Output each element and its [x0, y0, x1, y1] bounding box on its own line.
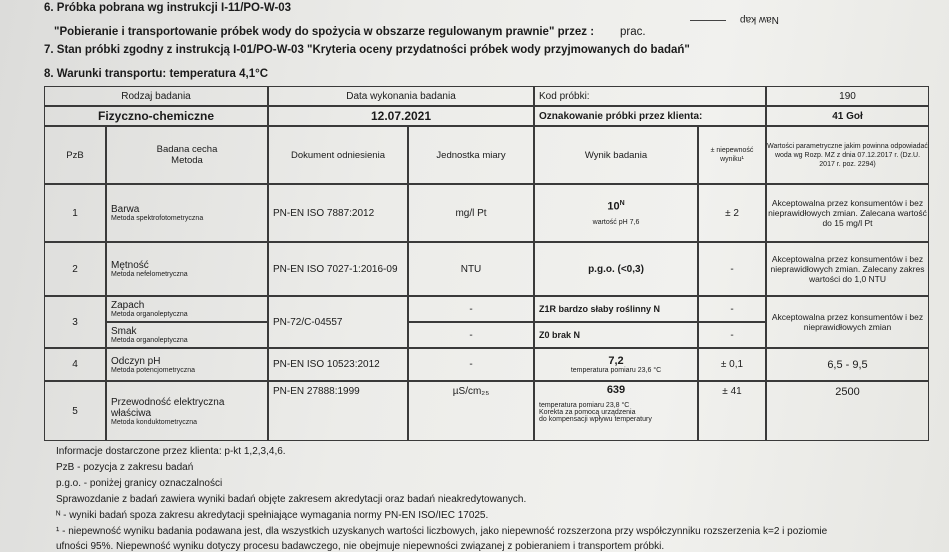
- row1-dokument: PN-EN ISO 7887:2012: [268, 184, 408, 242]
- row5-wynik: 639 temperatura pomiaru 23,8 °C Korekta za pomocą urządzenia do kompensacji wpływu temperatury: [534, 381, 698, 441]
- row3-niepewnosc-b: -: [698, 322, 766, 348]
- col-jednostka: Jednostka miary: [408, 126, 534, 184]
- row2-niepewnosc: -: [698, 242, 766, 296]
- row4-wynik: 7,2 temperatura pomiaru 23,6 °C: [534, 348, 698, 381]
- col-wartosci: Wartości parametryczne jakim powinna odpowiadać woda wg Rozp. MZ z dnia 07.12.2017 r. (Dz.U. 2017 r. poz. 2294): [766, 126, 929, 184]
- col-badana: Badana cecha Metoda: [106, 126, 268, 184]
- row1-cecha: Barwa Metoda spektrofotometryczna: [106, 184, 268, 242]
- oznaczenie-value: 41 Goł: [766, 106, 929, 126]
- col-dokument: Dokument odniesienia: [268, 126, 408, 184]
- note-n: ᴺ - wyniki badań spoza zakresu akredytacji spełniające wymagania normy PN-EN ISO/IEC 17025.: [56, 510, 489, 521]
- note-pgo: p.g.o. - poniżej granicy oznaczalności: [56, 478, 223, 489]
- row1-pzb: 1: [44, 184, 106, 242]
- row3-wartosci: Akceptowalna przez konsumentów i bez nieprawidłowych zmian: [766, 296, 929, 348]
- row1-jednostka: mg/l Pt: [408, 184, 534, 242]
- header-line-7: 7. Stan próbki zgodny z instrukcją I-01/PO-W-03 "Kryteria oceny przydatności próbek wody przyjmowanych do badań": [44, 44, 690, 56]
- row3-wynik-a: Z1R bardzo słaby roślinny N: [534, 296, 698, 322]
- row2-dokument: PN-EN ISO 7027-1:2016-09: [268, 242, 408, 296]
- header-line-8: 8. Warunki transportu: temperatura 4,1°C: [44, 68, 268, 80]
- row3-niepewnosc-a: -: [698, 296, 766, 322]
- handwritten-mark: Naw kap: [740, 14, 779, 25]
- rodzaj-value: Fizyczno-chemiczne: [44, 106, 268, 126]
- row2-jednostka: NTU: [408, 242, 534, 296]
- kod-value: 190: [766, 86, 929, 106]
- col-pzb: PzB: [44, 126, 106, 184]
- row3-pzb: 3: [44, 296, 106, 348]
- row5-jednostka: µS/cm₂₅: [408, 381, 534, 441]
- data-value: 12.07.2021: [268, 106, 534, 126]
- results-table: [44, 86, 929, 441]
- row1-wartosci: Akceptowalna przez konsumentów i bez nieprawidłowych zmian. Zalecana wartość do 15 mg/l Pt: [766, 184, 929, 242]
- header-line-6: 6. Próbka pobrana wg instrukcji I-11/PO-W-03: [44, 2, 292, 14]
- row1-niepewnosc: ± 2: [698, 184, 766, 242]
- row3-jednostka-b: -: [408, 322, 534, 348]
- row4-dokument: PN-EN ISO 10523:2012: [268, 348, 408, 381]
- row2-pzb: 2: [44, 242, 106, 296]
- note-klient: Informacje dostarczone przez klienta: p-kt 1,2,3,4,6.: [56, 446, 286, 457]
- note-niepewnosc: ¹ - niepewność wyniku badania podawana jest, dla wszystkich uzyskanych wartości liczbowych, jako niepewność rozszerzona przy współczynniku rozszerzenia k=2 i poziomie: [56, 526, 828, 537]
- note-pzb: PzB - pozycja z zakresu badań: [56, 462, 194, 473]
- row3-cecha-b: Smak Metoda organoleptyczna: [106, 322, 268, 348]
- hdr-kod: Kod próbki:: [534, 86, 766, 106]
- col-niepewnosc: ± niepewność wyniku¹: [698, 126, 766, 184]
- hdr-rodzaj: Rodzaj badania: [44, 86, 268, 106]
- row4-niepewnosc: ± 0,1: [698, 348, 766, 381]
- row2-cecha: Mętność Metoda nefelometryczna: [106, 242, 268, 296]
- row5-cecha: Przewodność elektryczna właściwa Metoda konduktometryczna: [106, 381, 268, 441]
- row4-cecha: Odczyn pH Metoda potencjometryczna: [106, 348, 268, 381]
- row5-wartosci: 2500: [766, 381, 929, 441]
- row3-jednostka-a: -: [408, 296, 534, 322]
- row3-dokument: PN-72/C-04557: [268, 296, 408, 348]
- row4-jednostka: -: [408, 348, 534, 381]
- col-wynik: Wynik badania: [534, 126, 698, 184]
- row1-wynik: $10^N$ wartość pH 7,6: [534, 184, 698, 242]
- signature-line: [690, 20, 726, 21]
- hdr-oznaczenie: Oznakowanie próbki przez klienta:: [534, 106, 766, 126]
- row4-wartosci: 6,5 - 9,5: [766, 348, 929, 381]
- row3-wynik-b: Z0 brak N: [534, 322, 698, 348]
- row2-wartosci: Akceptowalna przez konsumentów i bez nieprawidłowych zmian. Zalecany zakres wartości do 1,0 NTU: [766, 242, 929, 296]
- row5-pzb: 5: [44, 381, 106, 441]
- header-prac: prac.: [620, 26, 646, 38]
- hdr-data: Data wykonania badania: [268, 86, 534, 106]
- header-line-sampling: "Pobieranie i transportowanie próbek wody do spożycia w obszarze regulowanym prawnie" przez :: [54, 26, 595, 38]
- note-niepewnosc-2: ufności 95%. Niepewność wyniku dotyczy procesu badawczego, nie obejmuje niepewności związanej z pobieraniem i transportem próbki.: [56, 541, 665, 552]
- row4-pzb: 4: [44, 348, 106, 381]
- row3-cecha-a: Zapach Metoda organoleptyczna: [106, 296, 268, 322]
- row5-niepewnosc: ± 41: [698, 381, 766, 441]
- row2-wynik: p.g.o. (<0,3): [534, 242, 698, 296]
- note-sprawozdanie: Sprawozdanie z badań zawiera wyniki badań objęte zakresem akredytacji oraz badań nieakredytowanych.: [56, 494, 527, 505]
- row5-dokument: PN-EN 27888:1999: [268, 381, 408, 441]
